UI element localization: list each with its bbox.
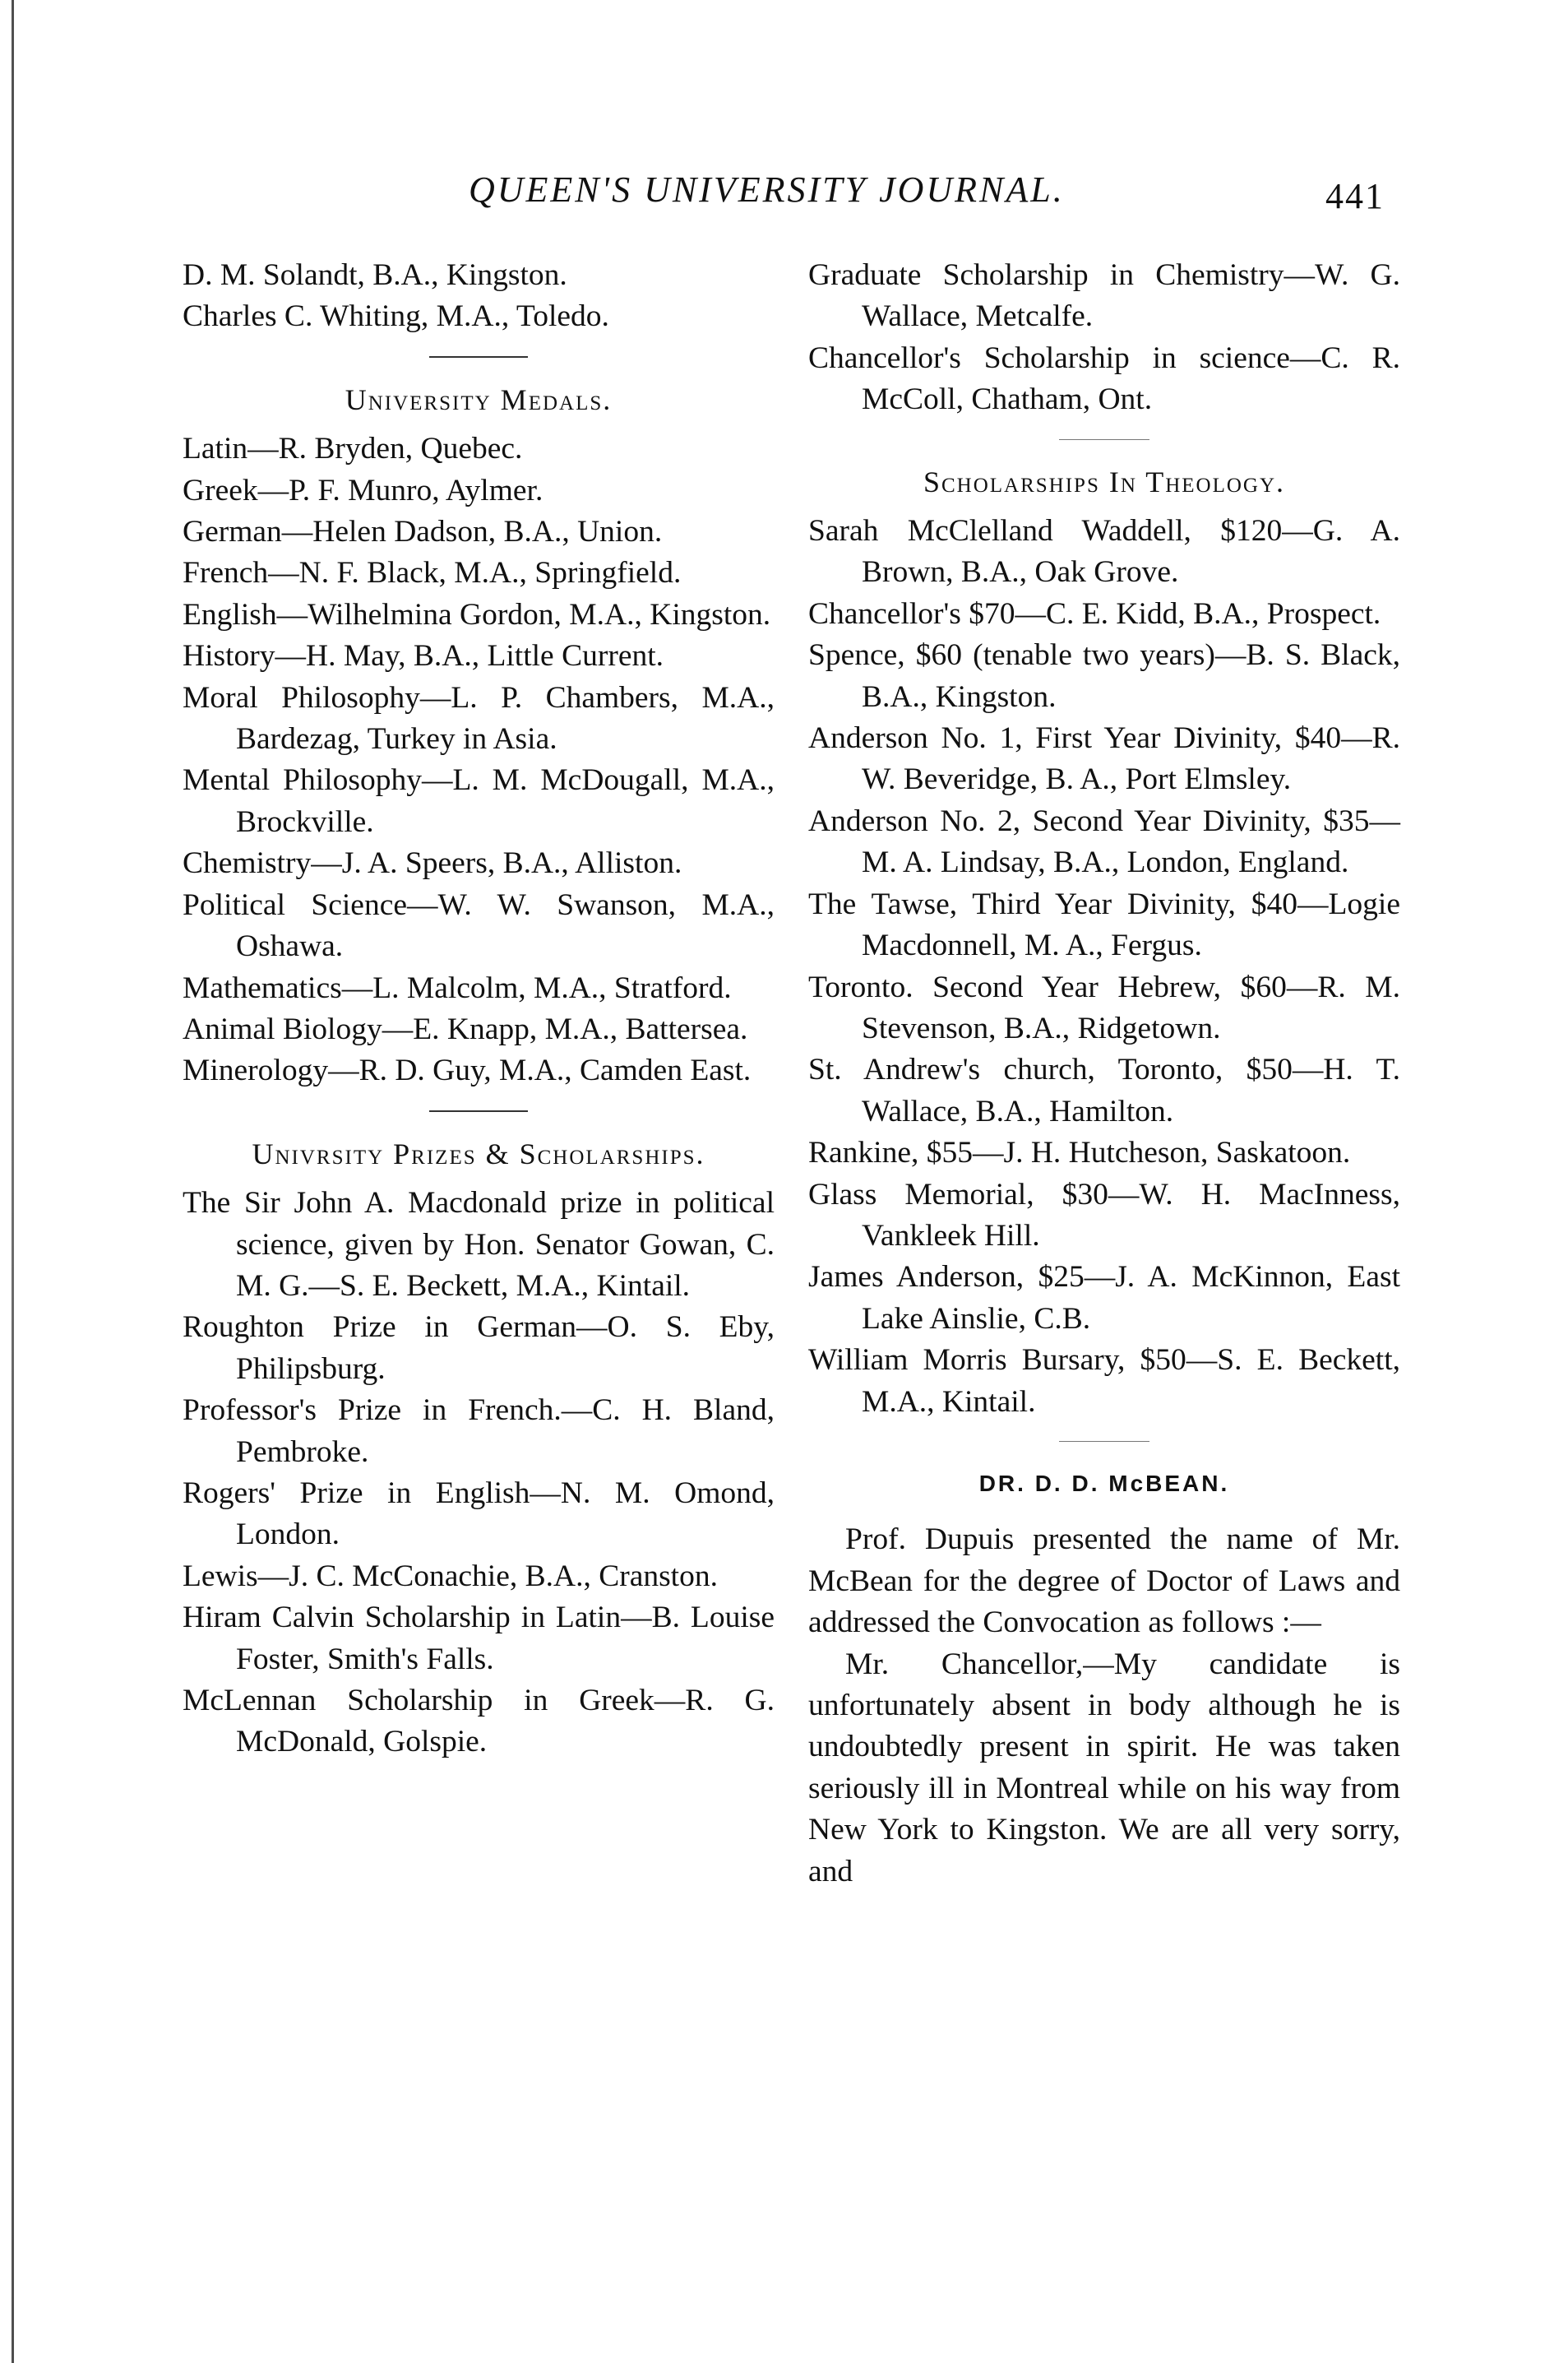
- medal-entry: Mathematics—L. Malcolm, M.A., Stratford.: [183, 971, 732, 1005]
- medal-entry: German—Helen Dadson, B.A., Union.: [183, 515, 663, 549]
- article-paragraph: Prof. Dupuis presented the name of Mr. McBean for the degree of Doctor of Laws and addressed the Convocation as follows :—: [808, 1522, 1400, 1640]
- section-divider: [429, 1110, 528, 1112]
- medal-entry: Latin—R. Bryden, Quebec.: [183, 432, 523, 466]
- section-divider: [429, 356, 528, 358]
- page-number: 441: [1325, 176, 1385, 216]
- list-item: Chancellor's Scholarship in science—C. R. McColl, Chatham, Ont.: [808, 341, 1400, 417]
- prize-entry: Roughton Prize in German—O. S. Eby, Philipsburg.: [183, 1310, 775, 1386]
- scholarship-entry: Chancellor's $70—C. E. Kidd, B.A., Prospect.: [808, 596, 1381, 631]
- section-heading-theology: Scholarships In Theology.: [923, 465, 1286, 498]
- scholarship-entry: Spence, $60 (tenable two years)—B. S. Black, B.A., Kingston.: [808, 638, 1400, 714]
- medal-entry: Minerology—R. D. Guy, M.A., Camden East.: [183, 1054, 752, 1088]
- scholarship-entry: William Morris Bursary, $50—S. E. Beckett, M.A., Kintail.: [808, 1343, 1400, 1419]
- medal-entry: Chemistry—J. A. Speers, B.A., Alliston.: [183, 846, 682, 881]
- section-divider: [1059, 439, 1149, 440]
- prize-entry: Professor's Prize in French.—C. H. Bland, Pembroke.: [183, 1393, 775, 1469]
- scholarship-entry: James Anderson, $25—J. A. McKinnon, East Lake Ainslie, C.B.: [808, 1260, 1400, 1336]
- list-item: D. M. Solandt, B.A., Kingston.: [183, 258, 567, 292]
- scholarship-entry: The Tawse, Third Year Divinity, $40—Logie Macdonnell, M. A., Fergus.: [808, 887, 1400, 963]
- article-paragraph: Mr. Chancellor,—My candidate is unfortunately absent in body although he is undoubtedly present in spirit. He was taken seriously ill in Montreal while on his way from New York to Kingston. We are all very sorry, and: [808, 1647, 1400, 1888]
- article-heading: DR. D. D. McBEAN.: [978, 1470, 1230, 1496]
- running-head: [0, 169, 1568, 226]
- medal-entry: Greek—P. F. Munro, Aylmer.: [183, 473, 543, 507]
- medal-entry: English—Wilhelmina Gordon, M.A., Kingston.: [183, 597, 771, 632]
- medal-entry: Animal Biology—E. Knapp, M.A., Battersea.: [183, 1012, 748, 1046]
- medal-entry: Political Science—W. W. Swanson, M.A., Oshawa.: [183, 887, 775, 964]
- prize-entry: The Sir John A. Macdonald prize in political science, given by Hon. Senator Gowan, C. M. G.—S. E. Beckett, M.A., Kintail.: [183, 1186, 775, 1303]
- scholarship-entry: St. Andrew's church, Toronto, $50—H. T. Wallace, B.A., Hamilton.: [808, 1053, 1400, 1128]
- scholarship-entry: Anderson No. 2, Second Year Divinity, $35—M. A. Lindsay, B.A., London, England.: [808, 804, 1400, 880]
- scholarship-entry: Sarah McClelland Waddell, $120—G. A. Brown, B.A., Oak Grove.: [808, 514, 1400, 590]
- list-item: Charles C. Whiting, M.A., Toledo.: [183, 299, 609, 334]
- scholarship-entry: Glass Memorial, $30—W. H. MacInness, Vankleek Hill.: [808, 1177, 1400, 1253]
- scholarship-entry: Toronto. Second Year Hebrew, $60—R. M. Stevenson, B.A., Ridgetown.: [808, 970, 1400, 1045]
- page-edge-shadow: [12, 0, 14, 2363]
- section-heading-medals: University Medals.: [345, 382, 613, 416]
- left-column: [183, 255, 775, 1763]
- journal-title: QUEEN'S UNIVERSITY JOURNAL.: [469, 169, 1065, 210]
- section-heading-prizes: Univrsity Prizes & Scholarships.: [252, 1137, 705, 1170]
- prize-entry: Hiram Calvin Scholarship in Latin—B. Louise Foster, Smith's Falls.: [183, 1601, 775, 1676]
- medal-entry: Mental Philosophy—L. M. McDougall, M.A., Brockville.: [183, 763, 775, 839]
- medal-entry: Moral Philosophy—L. P. Chambers, M.A., Bardezag, Turkey in Asia.: [183, 680, 775, 757]
- scholarship-entry: Rankine, $55—J. H. Hutcheson, Saskatoon.: [808, 1136, 1351, 1170]
- prize-entry: McLennan Scholarship in Greek—R. G. McDonald, Golspie.: [183, 1684, 775, 1759]
- scholarship-entry: Anderson No. 1, First Year Divinity, $40—R. W. Beveridge, B. A., Port Elmsley.: [808, 721, 1400, 797]
- prize-entry: Lewis—J. C. McConachie, B.A., Cranston.: [183, 1559, 718, 1593]
- right-column: [808, 255, 1400, 1893]
- medal-entry: French—N. F. Black, M.A., Springfield.: [183, 556, 682, 591]
- prize-entry: Rogers' Prize in English—N. M. Omond, London.: [183, 1476, 775, 1552]
- section-divider: [1059, 1441, 1149, 1442]
- medal-entry: History—H. May, B.A., Little Current.: [183, 639, 664, 674]
- list-item: Graduate Scholarship in Chemistry—W. G. Wallace, Metcalfe.: [808, 258, 1400, 334]
